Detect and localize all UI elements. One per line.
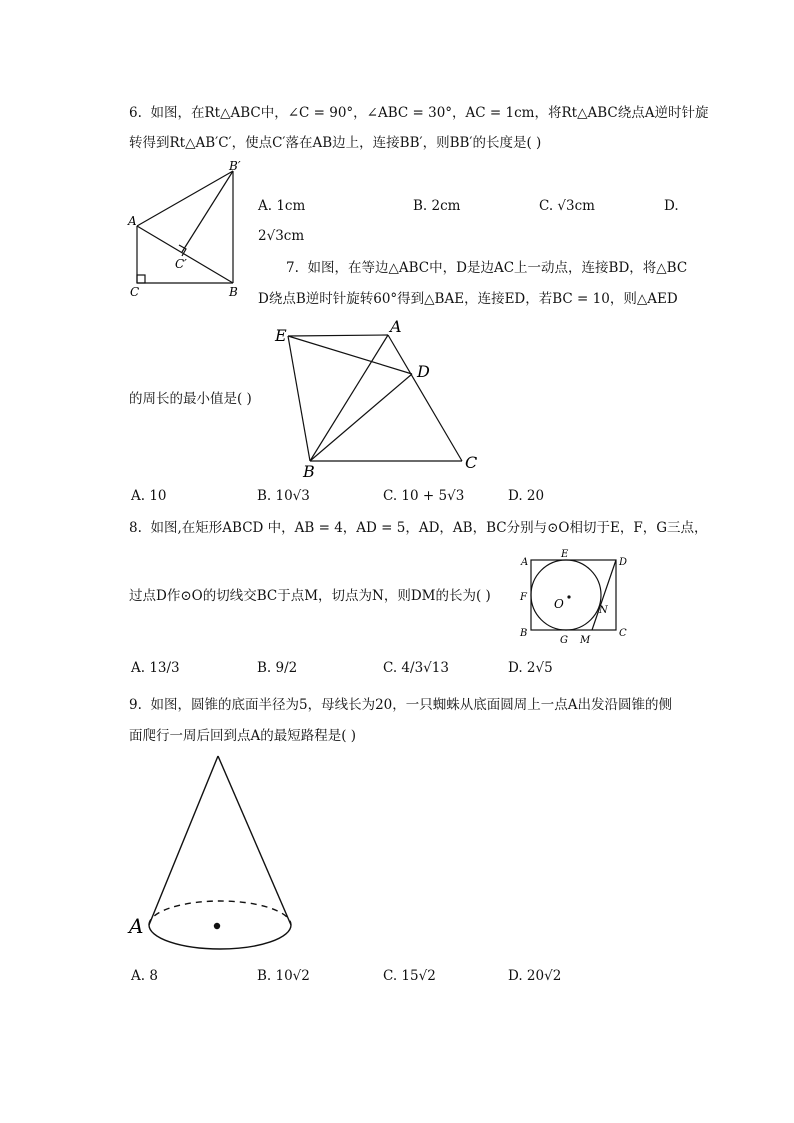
q8-label-d: D bbox=[619, 557, 628, 568]
q9-option-c: C. 15√2 bbox=[383, 968, 436, 984]
q7-line-ea bbox=[288, 335, 388, 336]
q7-label-d: D bbox=[417, 362, 430, 381]
q9-stem-line1: 如图，圆锥的底面半径为5，母线长为20，一只蜘蛛从底面圆周上一点A出发沿圆锥的侧 bbox=[150, 697, 672, 713]
q6-label-b-prime: B′ bbox=[229, 159, 241, 173]
q9-label-a: A bbox=[129, 914, 144, 938]
q9-option-a: A. 8 bbox=[131, 968, 158, 984]
q8-label-e: E bbox=[561, 549, 569, 560]
q7-label-a: A bbox=[390, 317, 402, 336]
q7-line1 bbox=[286, 259, 687, 277]
q6-label-c: C bbox=[130, 285, 140, 298]
q9-figure bbox=[125, 750, 305, 962]
q6-label-b: B bbox=[229, 285, 238, 298]
q8-label-n: N bbox=[599, 605, 608, 616]
q9-stem-line2: 面爬行一周后回到点A的最短路程是( ) bbox=[129, 728, 357, 744]
q6-line-ab bbox=[137, 226, 233, 283]
q8-number: 8. bbox=[129, 520, 142, 536]
q6-line1 bbox=[129, 104, 708, 122]
q9-cone-left-edge bbox=[149, 756, 218, 925]
q7-stem-line1: 如图，在等边△ABC中，D是边AC上一动点，连接BD，将△BC bbox=[307, 260, 688, 276]
q7-label-b: B bbox=[303, 462, 315, 481]
q8-tangent-dm bbox=[592, 560, 616, 630]
q8-stem-line2: 过点D作⊙O的切线交BC于点M，切点为N，则DM的长为( ) bbox=[129, 588, 491, 604]
q7-label-c: C bbox=[465, 453, 478, 472]
q9-option-d: D. 20√2 bbox=[508, 968, 562, 984]
q6-line-b-prime-c-prime bbox=[182, 171, 233, 252]
q7-line-bd bbox=[310, 374, 412, 461]
q8-label-a: A bbox=[521, 557, 529, 568]
q6-option-b: B. 2cm bbox=[413, 198, 461, 214]
q6-option-d-value: 2√3cm bbox=[258, 228, 305, 244]
q8-option-a: A. 13/3 bbox=[131, 660, 180, 676]
q8-center-dot bbox=[567, 595, 570, 598]
q7-line-ac bbox=[388, 335, 462, 461]
q8-label-g: G bbox=[560, 635, 568, 646]
q7-option-b: B. 10√3 bbox=[257, 488, 310, 504]
q8-label-m: M bbox=[580, 635, 591, 646]
q7-option-c: C. 10 + 5√3 bbox=[383, 488, 465, 504]
q8-stem-line1: 如图,在矩形ABCD 中，AB = 4，AD = 5，AD，AB，BC分别与⊙O相切于E，F，G三点， bbox=[150, 520, 708, 536]
q7-stem-line3: 的周长的最小值是( ) bbox=[129, 391, 252, 407]
q6-figure bbox=[125, 158, 255, 298]
q9-option-b: B. 10√2 bbox=[257, 968, 310, 984]
q7-line-ed bbox=[288, 336, 412, 374]
q8-option-b: B. 9/2 bbox=[257, 660, 298, 676]
q8-figure bbox=[512, 546, 636, 648]
q9-base-back-arc bbox=[149, 901, 291, 925]
q6-label-c-prime: C′ bbox=[175, 257, 187, 271]
q6-stem-line1: 如图，在Rt△ABC中，∠C = 90°，∠ABC = 30°，AC = 1cm，将Rt△ABC绕点A逆时针旋 bbox=[150, 105, 709, 121]
q8-circle-o bbox=[531, 560, 601, 630]
q8-label-f: F bbox=[520, 592, 527, 603]
q8-rectangle-abcd bbox=[531, 560, 616, 630]
q7-number: 7. bbox=[286, 260, 299, 276]
q7-stem-line2: D绕点B逆时针旋转60°得到△BAE，连接ED，若BC = 10，则△AED bbox=[258, 291, 678, 307]
q7-figure bbox=[270, 316, 490, 484]
q6-option-c: C. √3cm bbox=[539, 198, 595, 214]
q8-option-c: C. 4/3√13 bbox=[383, 660, 449, 676]
q7-option-a: A. 10 bbox=[131, 488, 167, 504]
q9-base-front-arc bbox=[149, 925, 291, 949]
q8-option-d: D. 2√5 bbox=[508, 660, 553, 676]
q7-option-d: D. 20 bbox=[508, 488, 545, 504]
q7-label-e: E bbox=[275, 326, 287, 345]
q9-base-center-dot bbox=[214, 923, 220, 929]
q8-label-o: O bbox=[554, 597, 564, 611]
q7-line-ab bbox=[310, 335, 388, 461]
q7-line-eb bbox=[288, 336, 310, 461]
q6-option-a: A. 1cm bbox=[258, 198, 306, 214]
q8-label-b: B bbox=[520, 628, 528, 639]
q6-option-d: D. bbox=[664, 198, 679, 214]
q9-number: 9. bbox=[129, 697, 142, 713]
q6-line-ab-prime bbox=[137, 171, 233, 226]
q6-number: 6. bbox=[129, 105, 142, 121]
q8-label-c: C bbox=[619, 628, 627, 639]
q6-label-a: A bbox=[128, 214, 137, 228]
q8-line1 bbox=[129, 519, 707, 537]
q9-line1 bbox=[129, 696, 672, 714]
q9-cone-right-edge bbox=[218, 756, 291, 925]
q6-stem-line2: 转得到Rt△AB′C′，使点C′落在AB边上，连接BB′，则BB′的长度是( ) bbox=[129, 135, 542, 151]
q6-right-angle-c bbox=[137, 275, 145, 283]
